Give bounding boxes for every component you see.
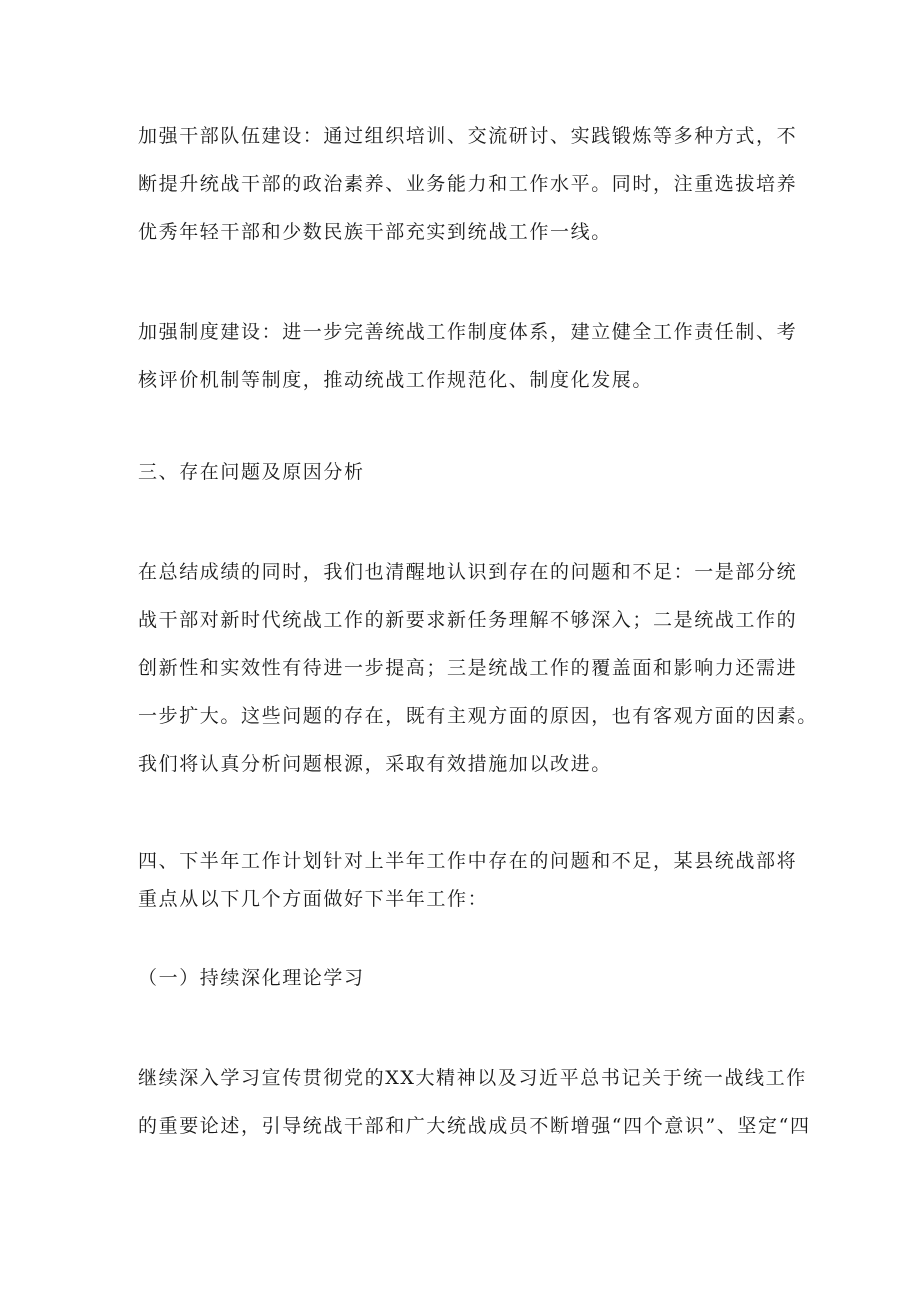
paragraph-problems [138,548,818,788]
subsection-one-heading [138,958,798,998]
text-line: 一步扩大。这些问题的存在，既有主观方面的原因，也有客观方面的因素。 [138,705,818,727]
text-line: 核评价机制等制度，推动统战工作规范化、制度化发展。 [138,369,654,391]
text-line: 断提升统战干部的政治素养、业务能力和工作水平。同时，注重选拔培养 [138,173,798,195]
text-line: 战干部对新时代统战工作的新要求新任务理解不够深入；二是统战工作的 [138,609,798,631]
paragraph-theory-study [138,1054,811,1150]
heading-text: （一）持续深化理论学习 [138,967,365,989]
text-line: 重点从以下几个方面做好下半年工作： [138,888,489,910]
text-line: 在总结成绩的同时，我们也清醒地认识到存在的问题和不足：一是部分统 [138,561,798,583]
text-line: 加强干部队伍建设：通过组织培训、交流研讨、实践锻炼等多种方式，不 [138,125,798,147]
paragraph-section-four [138,842,798,918]
section-three-heading [138,452,798,492]
text-line: 继续深入学习宣传贯彻党的XX大精神以及习近平总书记关于统一战线工作 [138,1067,807,1089]
text-line: 优秀年轻干部和少数民族干部充实到统战工作一线。 [138,221,612,243]
text-line: 加强制度建设：进一步完善统战工作制度体系，建立健全工作责任制、考 [138,321,798,343]
text-line: 四、下半年工作计划针对上半年工作中存在的问题和不足，某县统战部将 [138,850,798,872]
text-line: 创新性和实效性有待进一步提高；三是统战工作的覆盖面和影响力还需进 [138,657,798,679]
paragraph-system-building [138,308,798,404]
text-line: 我们将认真分析问题根源，采取有效措施加以改进。 [138,753,612,775]
heading-text: 三、存在问题及原因分析 [138,461,365,483]
text-line: 的重要论述，引导统战干部和广大统战成员不断增强“四个意识”、坚定“四 [138,1115,811,1137]
paragraph-cadre-team [138,112,798,256]
